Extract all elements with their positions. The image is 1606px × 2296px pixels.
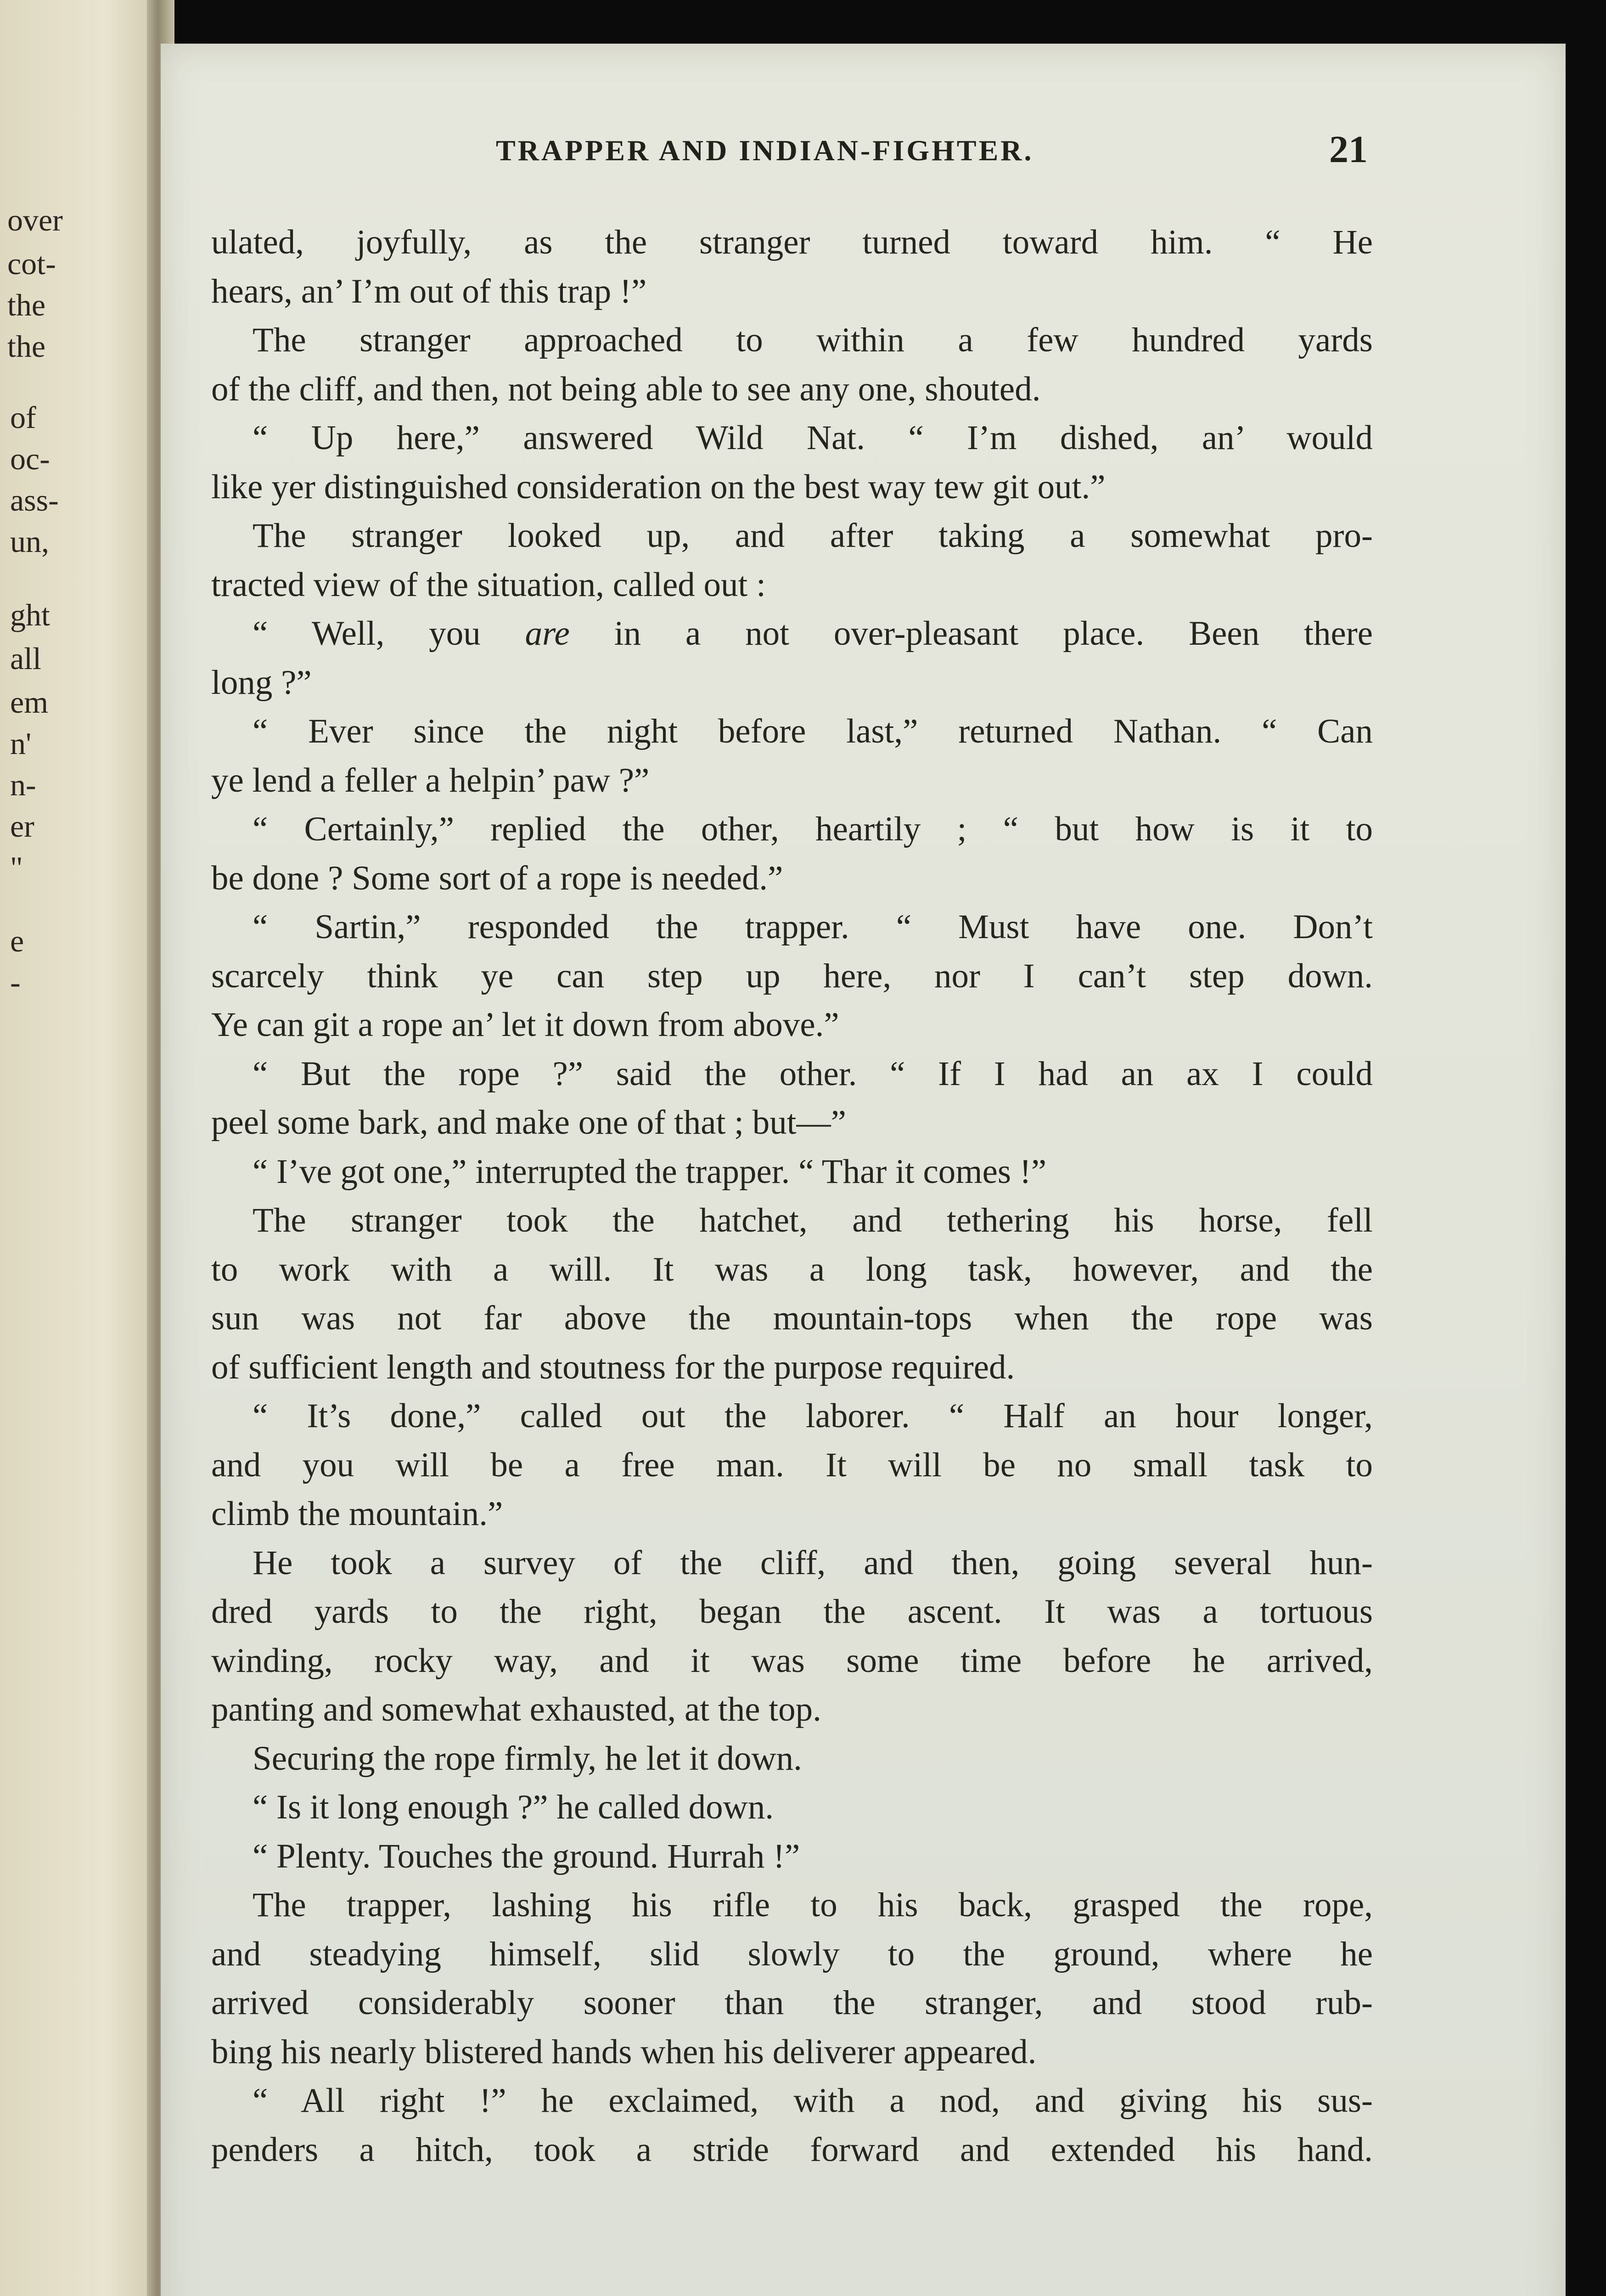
text-line: The stranger took the hatchet, and tethering his horse, fell (253, 1201, 1373, 1239)
text-line: “ All right !” he exclaimed, with a nod, and giving his sus- (253, 2082, 1373, 2120)
left-page-fragment: oc- (10, 441, 50, 476)
left-page-fragment: em (10, 685, 49, 720)
text-line: “ Up here,” answered Wild Nat. “ I’m dished, an’ would (253, 419, 1373, 457)
left-page-fragment: of (10, 400, 36, 435)
text-line: “ Is it long enough ?” he called down. (253, 1788, 774, 1826)
text-line: dred yards to the right, began the ascent. It was a tortuous (211, 1593, 1373, 1631)
left-page-fragment: the (7, 329, 46, 364)
text-line: “ It’s done,” called out the laborer. “ Half an hour longer, (253, 1397, 1373, 1435)
left-page-fragment: all (10, 641, 41, 676)
text-line: The stranger looked up, and after taking a somewhat pro- (253, 517, 1373, 555)
text-line: “ But the rope ?” said the other. “ If I had an ax I could (253, 1054, 1373, 1093)
text-line: be done ? Some sort of a rope is needed.” (211, 859, 783, 897)
text-line: “ Certainly,” replied the other, heartily ; “ but how is it to (253, 810, 1373, 848)
text-line: winding, rocky way, and it was some time before he arrived, (211, 1641, 1373, 1680)
text-line: hears, an’ I’m out of this trap !” (211, 272, 647, 310)
left-page-fragment: n- (10, 767, 36, 802)
text-line: penders a hitch, took a stride forward and extended his hand. (211, 2130, 1373, 2169)
text-line: long ?” (211, 663, 312, 702)
text-line: climb the mountain.” (211, 1495, 503, 1533)
italic-word: are (525, 614, 570, 653)
text-line: “ Ever since the night before last,” returned Nathan. “ Can (253, 712, 1373, 750)
text-line: “ Well, you are in a not over-pleasant place. Been there (253, 614, 1373, 653)
text-line: “ Plenty. Touches the ground. Hurrah !” (253, 1837, 800, 1875)
text-line: The stranger approached to within a few hundred yards (253, 321, 1373, 359)
text-line: arrived considerably sooner than the stranger, and stood rub- (211, 1984, 1373, 2022)
text-line: ye lend a feller a helpin’ paw ?” (211, 761, 650, 799)
text-line: sun was not far above the mountain-tops when the rope was (211, 1299, 1373, 1337)
text-line: bing his nearly blistered hands when his deliverer appeared. (211, 2032, 1037, 2071)
text-line: panting and somewhat exhausted, at the top. (211, 1690, 821, 1728)
page-number: 21 (1329, 128, 1368, 171)
text-line: ulated, joyfully, as the stranger turned toward him. “ He (211, 223, 1373, 261)
body-text (211, 218, 1373, 2174)
text-line: “ Sartin,” responded the trapper. “ Must have one. Don’t (253, 908, 1373, 946)
text-line: of sufficient length and stoutness for the purpose required. (211, 1348, 1015, 1386)
left-page-fragment: over (7, 203, 63, 237)
left-page-fragment: the (7, 287, 46, 322)
text-line: and steadying himself, slid slowly to the ground, where he (211, 1935, 1373, 1973)
text-line: “ I’ve got one,” interrupted the trapper. “ Thar it comes !” (253, 1152, 1047, 1191)
left-page-fragment: ass- (10, 483, 59, 518)
text-line: to work with a will. It was a long task, however, and the (211, 1250, 1373, 1289)
left-page-fragment: - (10, 965, 21, 1000)
text-line: and you will be a free man. It will be no small task to (211, 1446, 1373, 1484)
text-line: like yer distinguished consideration on the best way tew git out.” (211, 467, 1106, 506)
text-line: peel some bark, and make one of that ; but—” (211, 1103, 846, 1142)
left-page-fragment: cot- (7, 246, 56, 281)
left-page-fragment: " (10, 850, 23, 885)
left-page-fragment: ght (10, 597, 50, 632)
text-line: He took a survey of the cliff, and then, going several hun- (253, 1543, 1373, 1582)
left-page-fragment: un, (10, 524, 49, 559)
text-line: of the cliff, and then, not being able to see any one, shouted. (211, 370, 1041, 408)
text-line: The trapper, lashing his rifle to his back, grasped the rope, (253, 1886, 1373, 1924)
text-line: Ye can git a rope an’ let it down from above.” (211, 1006, 839, 1044)
running-title: TRAPPER AND INDIAN-FIGHTER. (496, 134, 1034, 167)
text-line: Securing the rope firmly, he let it down. (253, 1739, 802, 1778)
left-page-fragment: er (10, 809, 34, 844)
text-line: scarcely think ye can step up here, nor I can’t step down. (211, 957, 1373, 995)
text-line: tracted view of the situation, called out : (211, 565, 766, 604)
running-head (161, 128, 1566, 175)
left-page-fragment: e (10, 923, 24, 958)
left-page-fragment: n' (10, 726, 32, 761)
left-facing-page (0, 0, 152, 2296)
book-page (161, 44, 1566, 2296)
